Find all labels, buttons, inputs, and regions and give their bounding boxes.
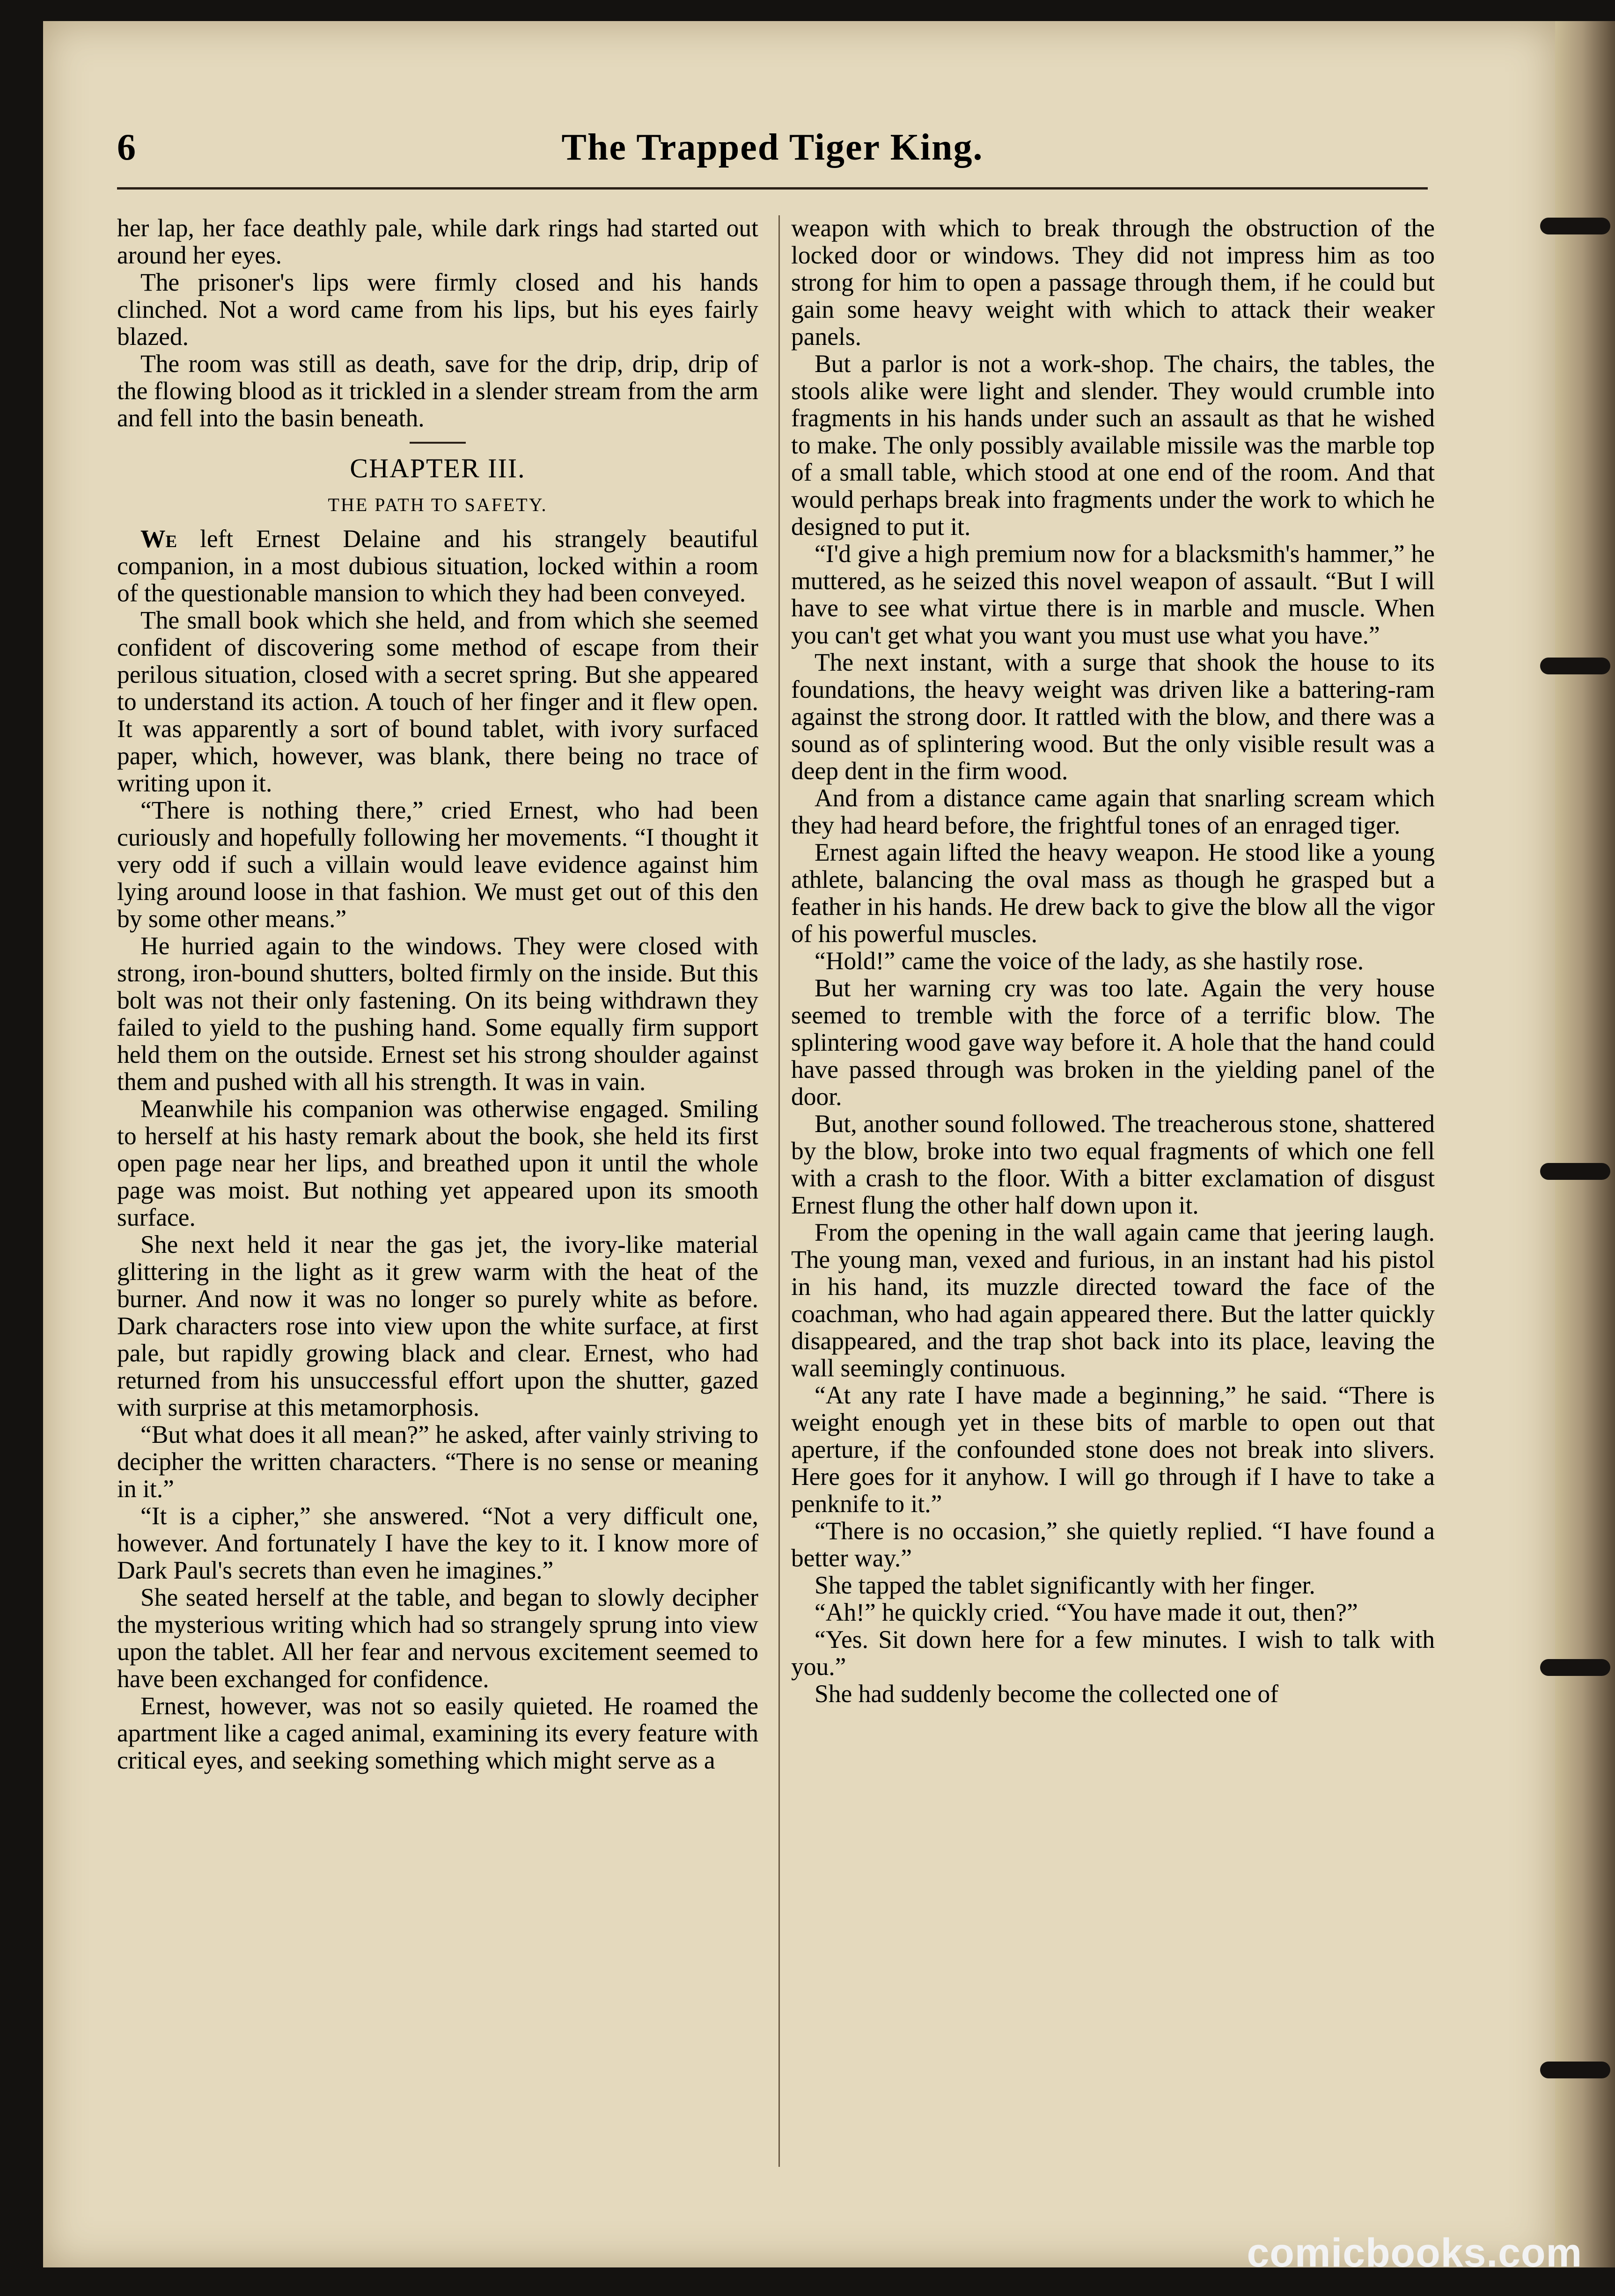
chapter-title: CHAPTER III. bbox=[350, 453, 526, 483]
section-rule bbox=[410, 442, 466, 444]
paragraph: “There is nothing there,” cried Ernest, who had been curiously and hopefully following her movements. “I thought it very odd if such a villain would leave evidence against him lying around loose in that fashion. We must get out of this den by some other means.” bbox=[117, 796, 758, 933]
right-column bbox=[791, 214, 1435, 2171]
paragraph: her lap, her face deathly pale, while dark rings had started out around her eyes. bbox=[117, 214, 758, 269]
paragraph: He hurried again to the windows. They were closed with strong, iron-bound shutters, bolted firmly on the inside. But this bolt was not their only fastening. On its being withdrawn they failed to yield to the pushing hand. Some equally firm support held them on the outside. Ernest set his strong shoulder against them and pushed with all his strength. It was in vain. bbox=[117, 932, 758, 1096]
lead-word: We bbox=[140, 525, 177, 553]
chapter-subtitle: THE PATH TO SAFETY. bbox=[328, 494, 548, 515]
paragraph: But a parlor is not a work-shop. The chairs, the tables, the stools alike were light and slender. They would crumble into fragments in his hands under such an assault as that he wished to make. The only possibly available missile was the marble top of a small table, which stood at one end of the room. And that would perhaps break into fragments under the work to which he designed to put it. bbox=[791, 350, 1435, 541]
chapter-opening-paragraph bbox=[117, 525, 758, 607]
site-watermark: comicbooks.com bbox=[1247, 2230, 1582, 2275]
binding-stitch bbox=[1540, 2062, 1610, 2078]
column-separator bbox=[778, 215, 780, 2167]
page-header bbox=[117, 126, 1428, 178]
binding-stitch bbox=[1540, 218, 1610, 234]
paragraph: Ernest again lifted the heavy weapon. He stood like a young athlete, balancing the oval mass as though he grasped but a feather in his hands. He drew back to give the blow all the vigor of his powerful muscles. bbox=[791, 838, 1435, 948]
binding-stitch bbox=[1540, 1163, 1610, 1180]
paragraph: Meanwhile his companion was otherwise engaged. Smiling to herself at his hasty remark about the book, she held its first open page near her lips, and breathed upon it until the whole page was moist. But nothing yet appeared upon its smooth surface. bbox=[117, 1095, 758, 1231]
paragraph: “Yes. Sit down here for a few minutes. I wish to talk with you.” bbox=[791, 1625, 1435, 1681]
paragraph: “Ah!” he quickly cried. “You have made it out, then?” bbox=[815, 1598, 1358, 1626]
binding-spine bbox=[1555, 21, 1615, 2267]
paragraph: She had suddenly become the collected one of bbox=[815, 1680, 1278, 1708]
paragraph: “But what does it all mean?” he asked, after vainly striving to decipher the written characters. “There is no sense or meaning in it.” bbox=[117, 1420, 758, 1503]
paragraph: “It is a cipher,” she answered. “Not a very difficult one, however. And fortunately I have the key to it. I know more of Dark Paul's secrets than even he imagines.” bbox=[117, 1502, 758, 1584]
paragraph: “There is no occasion,” she quietly replied. “I have found a better way.” bbox=[791, 1517, 1435, 1572]
paragraph: “Hold!” came the voice of the lady, as she hastily rose. bbox=[815, 947, 1364, 975]
paragraph: She tapped the tablet significantly with her finger. bbox=[815, 1571, 1315, 1599]
paragraph: Ernest, however, was not so easily quieted. He roamed the apartment like a caged animal, examining its every feature with critical eyes, and seeking something which might serve as a bbox=[117, 1692, 758, 1774]
binding-stitch bbox=[1540, 658, 1610, 674]
paragraph: From the opening in the wall again came that jeering laugh. The young man, vexed and furious, in an instant had his pistol in his hand, its muzzle directed toward the face of the coachman, who had again appeared there. But the latter quickly disappeared, and the trap shot back into its place, leaving the wall seemingly continuous. bbox=[791, 1218, 1435, 1382]
paragraph: But her warning cry was too late. Again the very house seemed to tremble with the force of a terrific blow. The splintering wood gave way before it. A hole that the hand could have passed through was broken in the yielding panel of the door. bbox=[791, 974, 1435, 1111]
paragraph: But, another sound followed. The treacherous stone, shattered by the blow, broke into two equal fragments of which one fell with a crash to the floor. With a bitter exclamation of disgust Ernest flung the other half down upon it. bbox=[791, 1110, 1435, 1219]
binding-stitch bbox=[1540, 1659, 1610, 1676]
paragraph: And from a distance came again that snarling scream which they had heard before, the frightful tones of an enraged tiger. bbox=[791, 784, 1435, 839]
paragraph: weapon with which to break through the obstruction of the locked door or windows. They did not impress him as too strong for him to open a passage through them, if he could but gain some heavy weight with which to attack their weaker panels. bbox=[791, 214, 1435, 351]
page-number: 6 bbox=[117, 127, 136, 168]
left-column bbox=[117, 214, 758, 2171]
paragraph: The small book which she held, and from which she seemed confident of discovering some method of escape from their perilous situation, closed with a secret spring. But she appeared to understand its action. A touch of her finger and it flew open. It was apparently a sort of bound tablet, with ivory surfaced paper, which, however, was blank, there being no trace of writing upon it. bbox=[117, 606, 758, 797]
paragraph: “At any rate I have made a beginning,” he said. “There is weight enough yet in these bits of marble to open out that aperture, if the confounded stone does not break into slivers. Here goes for it anyhow. I will go through if I have to take a penknife to it.” bbox=[791, 1381, 1435, 1518]
paragraph: The room was still as death, save for the drip, drip, drip of the flowing blood as it trickled in a slender stream from the arm and fell into the basin beneath. bbox=[117, 350, 758, 432]
lead-text: left Ernest Delaine and his strangely beautiful companion, in a most dubious situation, locked within a room of the questionable mansion to which they had been conveyed. bbox=[117, 525, 758, 607]
paragraph: “I'd give a high premium now for a blacksmith's hammer,” he muttered, as he seized this novel weapon of assault. “But I will have to see what virtue there is in marble and muscle. When you can't get what you want you must use what you have.” bbox=[791, 540, 1435, 649]
paragraph: The prisoner's lips were firmly closed and his hands clinched. Not a word came from his lips, but his eyes fairly blazed. bbox=[117, 268, 758, 351]
paragraph: She next held it near the gas jet, the ivory-like material glittering in the light as it grew warm with the heat of the burner. And now it was no longer so purely white as before. Dark characters rose into view upon the white surface, at first pale, but rapidly growing black and clear. Ernest, who had returned from his unsuccessful effort upon the shutter, gazed with surprise at this metamorphosis. bbox=[117, 1230, 758, 1421]
paragraph: The next instant, with a surge that shook the house to its foundations, the heavy weight was driven like a battering-ram against the strong door. It rattled with the blow, and there was a sound as of splintering wood. But the only visible result was a deep dent in the firm wood. bbox=[791, 648, 1435, 785]
paragraph: She seated herself at the table, and began to slowly decipher the mysterious writing which had so strangely sprung into view upon the tablet. All her fear and nervous excitement seemed to have been exchanged for confidence. bbox=[117, 1583, 758, 1693]
running-title: The Trapped Tiger King. bbox=[561, 127, 984, 168]
header-rule bbox=[117, 187, 1428, 190]
